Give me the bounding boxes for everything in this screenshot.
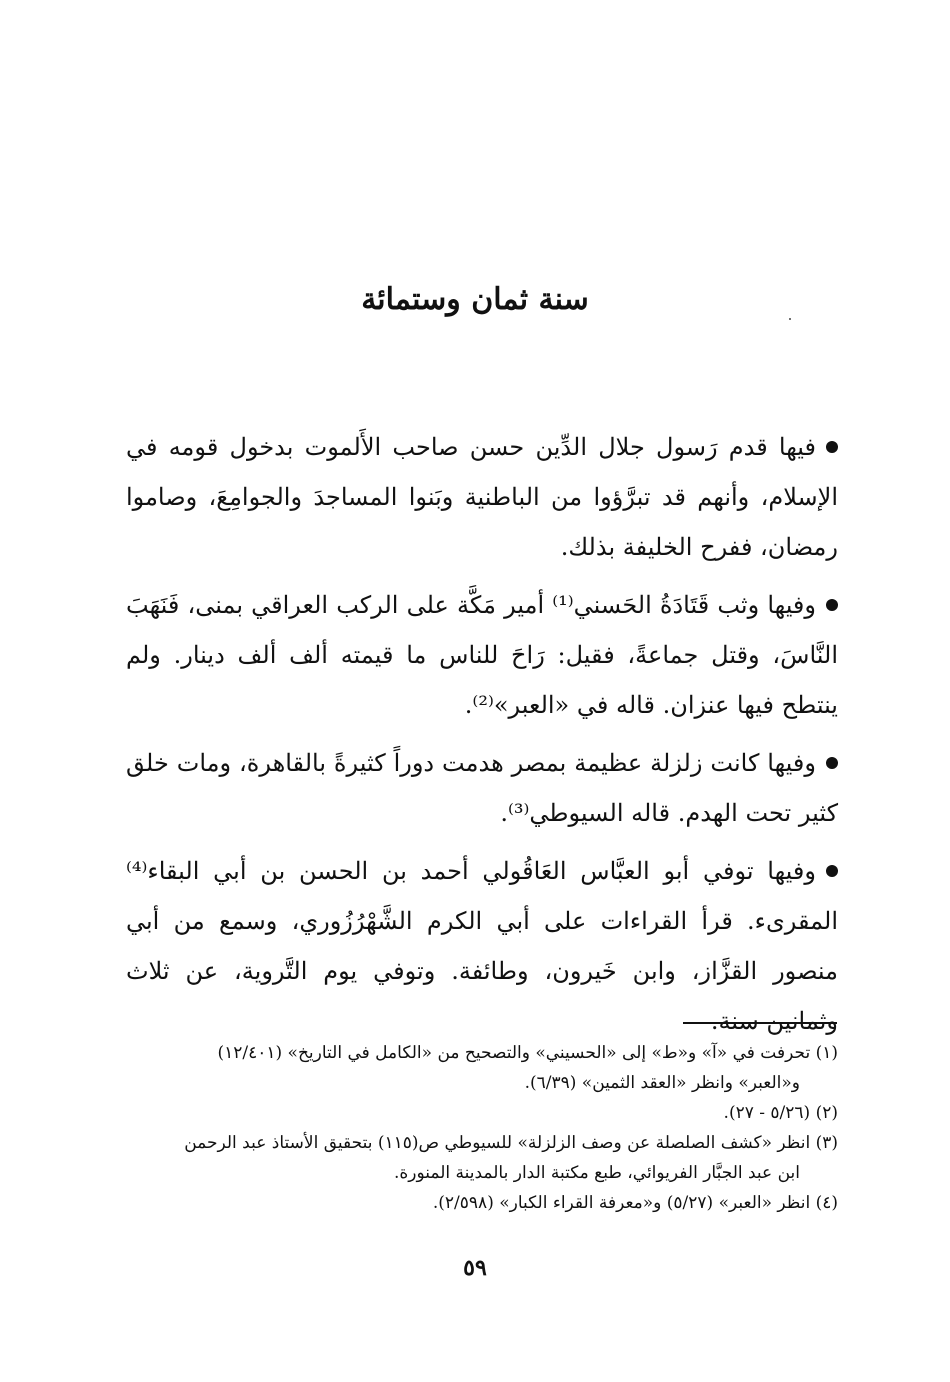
paragraph-text: وفيها توفي أبو العبَّاس العَاقُولي أحمد بن الحسن بن أبي البقاء⁽⁴⁾ المقرىء. قرأ القراءات على أبي الكرم الشَّهْرُزُوري، وسمع من أبي منصور القزَّاز، وابن خَيرون، وطائفة. وتوفي يوم التَّروية، عن ثلاث وثمانين سنة. [126, 857, 838, 1035]
footnote-1-continuation: و«العبر» وانظر «العقد الثمين» (٦/٣٩). [524, 1073, 800, 1093]
footnote-3: (٣) انظر «كشف الصلصلة عن وصف الزلزلة» للسيوطي ص(١١٥) بتحقيق الأستاذ عبد الرحمن [184, 1133, 838, 1153]
bullet-icon [826, 757, 838, 769]
footnote-4: (٤) انظر «العبر» (٥/٢٧) و«معرفة القراء الكبار» (٢/٥٩٨). [432, 1193, 838, 1213]
footnote-3-continuation: ابن عبد الجبَّار الفريوائي، طبع مكتبة الدار بالمدينة المنورة. [393, 1163, 800, 1183]
page-number: ٥٩ [463, 1255, 487, 1281]
paragraph-text: وفيها كانت زلزلة عظيمة بمصر هدمت دوراً كثيرةً بالقاهرة، ومات خلق كثير تحت الهدم. قاله السيوطي⁽³⁾. [126, 749, 838, 827]
print-speck [789, 318, 791, 320]
bullet-icon [826, 865, 838, 877]
main-text [126, 422, 838, 1054]
bullet-icon [826, 441, 838, 453]
bullet-icon [826, 599, 838, 611]
paragraph [126, 422, 838, 572]
section-title: سنة ثمان وستمائة [361, 282, 589, 317]
footnotes [126, 1038, 838, 1218]
footnote-2: (٢) (٥/٢٦ - ٢٧). [723, 1103, 838, 1123]
paragraph [126, 846, 838, 1046]
footnote-divider [683, 1022, 837, 1024]
paragraph [126, 580, 838, 730]
paragraph-text: فيها قدم رَسول جلال الدِّين حسن صاحب الأَلموت بدخول قومه في الإسلام، وأنهم قد تبرَّؤوا من الباطنية وبَنوا المساجدَ والجوامِعَ، وصاموا رمضان، ففرح الخليفة بذلك. [126, 433, 838, 561]
footnote-1: (١) تحرفت في «آ» و«ط» إلى «الحسيني» والتصحيح من «الكامل في التاريخ» (١٢/٤٠١) [217, 1043, 838, 1063]
paragraph [126, 738, 838, 838]
paragraph-text: وفيها وثب قَتَادَةُ الحَسني⁽¹⁾ أمير مَكَّة على الركب العراقي بمنى، فَنَهَبَ النَّاسَ، وقتل جماعةً، فقيل: رَاحَ للناس ما قيمته ألف ألف دينار. ولم ينتطح فيها عنزان. قاله في «العبر»⁽²⁾. [126, 591, 838, 719]
